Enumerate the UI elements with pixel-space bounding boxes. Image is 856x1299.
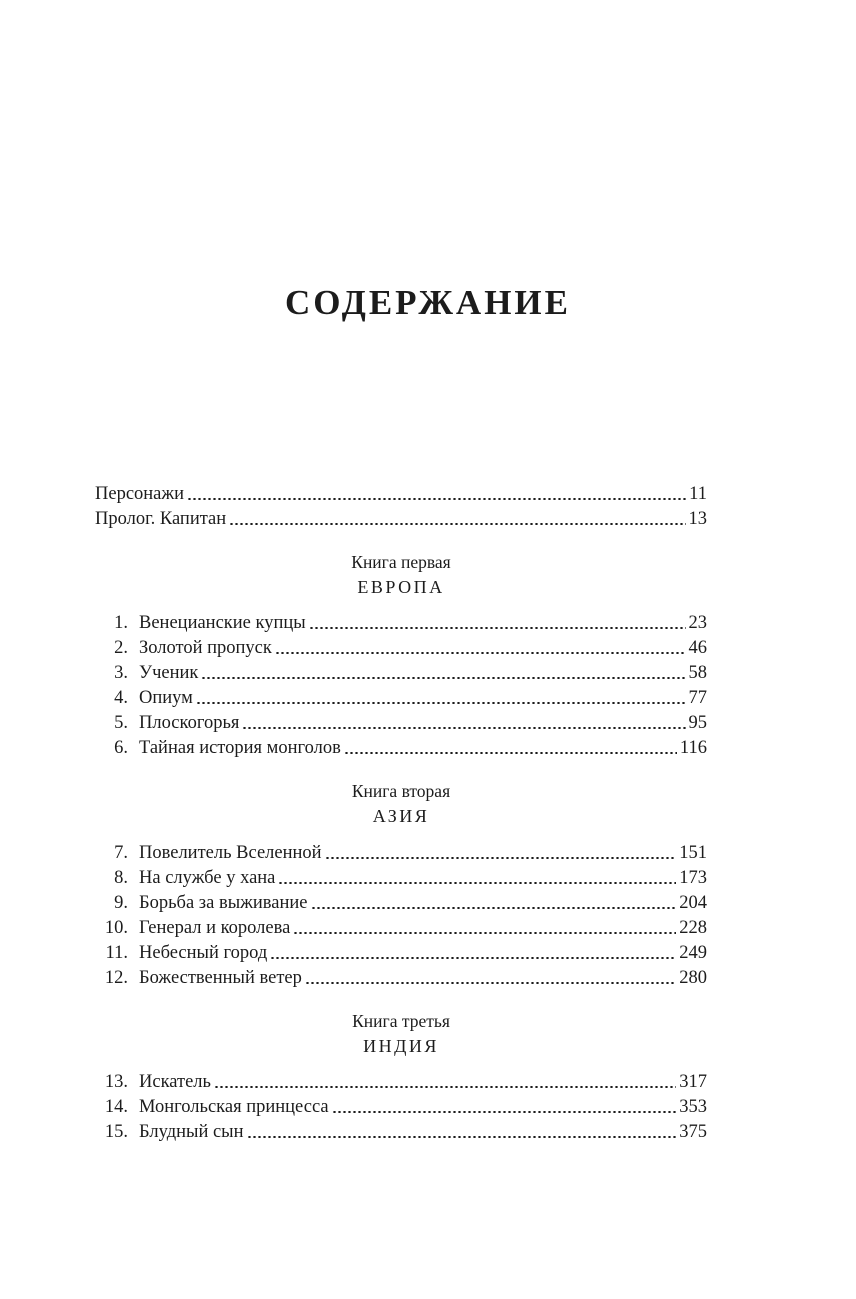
chapter-number: 1. (114, 613, 128, 633)
page-number: 173 (679, 868, 707, 888)
chapter-number: 11. (105, 943, 128, 963)
book-subtitle: Книга вторая (351, 781, 451, 801)
page-number: 58 (688, 663, 707, 683)
page-number: 11 (689, 484, 707, 504)
chapter-number: 13. (104, 1072, 128, 1092)
dot-leader (332, 1111, 677, 1113)
dot-leader (275, 652, 686, 654)
entry-title: Пролог. Капитан (95, 509, 227, 529)
entry-title: Венецианские купцы (139, 613, 306, 633)
chapter-number: 15. (104, 1122, 128, 1142)
chapter-list (95, 1070, 707, 1145)
chapter-number: 5. (114, 713, 128, 733)
entry-title: Борьба за выживание (139, 893, 308, 913)
page-number: 46 (688, 638, 707, 658)
entry-title: На службе у хана (139, 868, 276, 888)
toc-entry[interactable] (95, 736, 707, 761)
page-number: 95 (688, 713, 707, 733)
dot-leader (344, 752, 677, 754)
toc-entry[interactable] (95, 1095, 707, 1120)
toc-entry[interactable] (95, 1120, 707, 1145)
page-number: 116 (679, 738, 707, 758)
book-section (95, 779, 707, 829)
chapter-number: 14. (104, 1097, 128, 1117)
book-section (95, 1009, 707, 1059)
dot-leader (196, 702, 686, 704)
page-number: 317 (679, 1072, 707, 1092)
chapter-number: 7. (114, 843, 128, 863)
dot-leader (293, 932, 676, 934)
chapter-number: 3. (114, 663, 128, 683)
dot-leader (309, 627, 686, 629)
book-title: АЗИЯ (372, 806, 430, 826)
toc-entry[interactable] (95, 966, 707, 991)
entry-title: Искатель (139, 1072, 211, 1092)
toc-entry[interactable] (95, 711, 707, 736)
book-subtitle: Книга третья (352, 1011, 450, 1031)
toc-entry[interactable] (95, 916, 707, 941)
dot-leader (214, 1086, 676, 1088)
entry-title: Ученик (139, 663, 199, 683)
dot-leader (242, 727, 685, 729)
entry-title: Генерал и королева (139, 918, 291, 938)
chapter-number: 9. (114, 893, 128, 913)
entry-title: Божественный ветер (139, 968, 302, 988)
page-number: 375 (679, 1122, 707, 1142)
entry-title: Небесный город (139, 943, 268, 963)
toc-entry[interactable] (95, 841, 707, 866)
entry-title: Тайная история монголов (139, 738, 341, 758)
page-number: 353 (679, 1097, 707, 1117)
chapter-number: 8. (114, 868, 128, 888)
dot-leader (270, 957, 676, 959)
dot-leader (247, 1136, 677, 1138)
chapter-number: 10. (104, 918, 128, 938)
page-number: 151 (679, 843, 707, 863)
page-title: СОДЕРЖАНИЕ (284, 283, 571, 322)
toc-entry[interactable] (95, 661, 707, 686)
chapter-number: 4. (114, 688, 128, 708)
book-title: ЕВРОПА (357, 577, 445, 597)
page-number: 13 (688, 509, 707, 529)
chapter-list (95, 841, 707, 991)
book-title: ИНДИЯ (363, 1036, 439, 1056)
entry-title: Блудный сын (139, 1122, 244, 1142)
page-number: 228 (679, 918, 707, 938)
dot-leader (325, 857, 677, 859)
dot-leader (187, 498, 686, 500)
toc-entry[interactable] (95, 636, 707, 661)
toc-entry[interactable] (95, 891, 707, 916)
page-number: 77 (688, 688, 707, 708)
chapter-list (95, 611, 707, 761)
entry-title: Плоскогорья (139, 713, 240, 733)
chapter-number: 6. (114, 738, 128, 758)
dot-leader (278, 882, 676, 884)
toc-entry[interactable] (95, 941, 707, 966)
toc-front-matter (95, 482, 707, 532)
toc-entry[interactable] (95, 507, 707, 532)
book-subtitle: Книга первая (351, 552, 451, 572)
toc-entry[interactable] (95, 1070, 707, 1095)
book-section (95, 550, 707, 600)
toc-entry[interactable] (95, 482, 707, 507)
dot-leader (305, 982, 676, 984)
page-number: 23 (688, 613, 707, 633)
dot-leader (311, 907, 677, 909)
page-number: 204 (679, 893, 707, 913)
dot-leader (229, 523, 685, 525)
page-number: 249 (679, 943, 707, 963)
entry-title: Персонажи (95, 484, 185, 504)
entry-title: Опиум (139, 688, 193, 708)
entry-title: Монгольская принцесса (139, 1097, 329, 1117)
toc-entry[interactable] (95, 686, 707, 711)
entry-title: Повелитель Вселенной (139, 843, 322, 863)
dot-leader (201, 677, 685, 679)
entry-title: Золотой пропуск (139, 638, 272, 658)
chapter-number: 12. (104, 968, 128, 988)
toc-entry[interactable] (95, 611, 707, 636)
toc-entry[interactable] (95, 866, 707, 891)
page-number: 280 (679, 968, 707, 988)
chapter-number: 2. (114, 638, 128, 658)
